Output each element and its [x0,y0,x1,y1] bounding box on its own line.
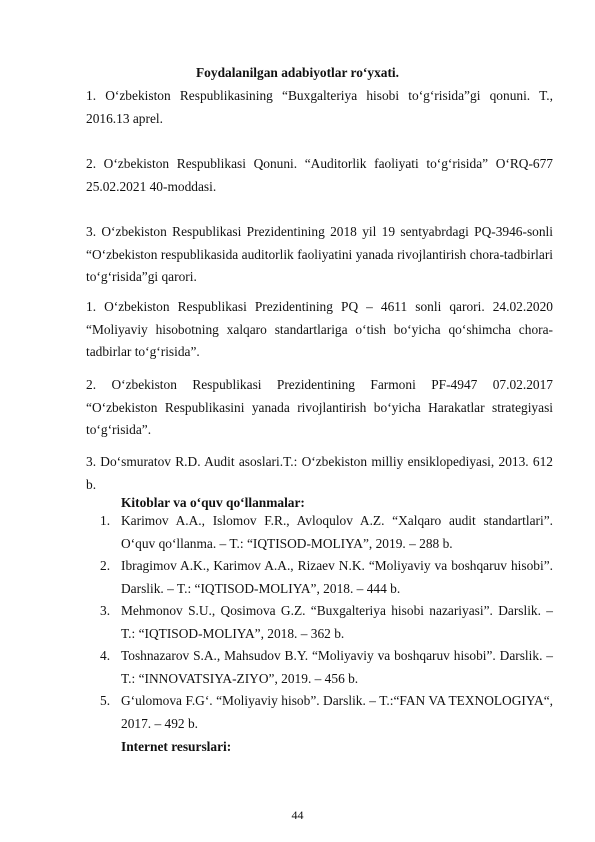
reference-item: 2. O‘zbekiston Respublikasi Prezidentining Farmoni PF-4947 07.02.2017 “O‘zbekiston Respublikasini yanada rivojlantirish bo‘yicha Harakatlar strategiyasi to‘g‘risida”. [86,377,553,438]
book-item [100,645,553,690]
reference-item: 1. O‘zbekiston Respublikasi Prezidentining PQ – 4611 sonli qarori. 24.02.2020 “Moliyaviy hisobotning xalqaro standartlariga o‘tish bo‘yicha qo‘shimcha chora-tadbirlar to‘g‘risida”. [86,299,553,360]
internet-heading: Internet resurslari: [121,739,232,754]
page-number: 44 [291,808,304,822]
reference-item: 3. Do‘smuratov R.D. Audit asoslari.T.: O‘zbekiston milliy ensiklopediyasi, 2013. 612 b. [86,454,553,492]
reference-item: 1. O‘zbekiston Respublikasining “Buxgalteriya hisobi to‘g‘risida”gi qonuni. T., 2016.13 aprel. [86,88,553,126]
reference-item: 3. O‘zbekiston Respublikasi Prezidentining 2018 yil 19 sentyabrdagi PQ-3946-sonli “O‘zbekiston respublikasida auditorlik faoliyatini yanada rivojlantirish chora-tadbirlari to‘g‘risida”gi qarori. [86,224,553,285]
book-number: 3. [100,603,111,618]
book-text: Toshnazarov S.A., Mahsudov B.Y. “Moliyaviy va boshqaruv hisobi”. Darslik. – T.: “INNOVATSIYA-ZIYO”, 2019. – 456 b. [121,648,553,686]
page-title: Foydalanilgan adabiyotlar ro‘yxati. [196,65,399,80]
book-item [100,600,553,645]
book-text: Ibragimov A.K., Karimov A.A., Rizaev N.K. “Moliyaviy va boshqaruv hisobi”. Darslik. – T.: “IQTISOD-MOLIYA”, 2018. – 444 b. [121,558,553,596]
book-number: 5. [100,693,111,708]
book-number: 2. [100,558,111,573]
reference-item: 2. O‘zbekiston Respublikasi Qonuni. “Auditorlik faoliyati to‘g‘risida” O‘RQ-677 25.02.2021 40-moddasi. [86,156,553,194]
book-text: Mehmonov S.U., Qosimova G.Z. “Buxgalteriya hisobi nazariyasi”. Darslik. – T.: “IQTISOD-MOLIYA”, 2018. – 362 b. [121,603,553,641]
book-item [100,555,553,600]
book-item [100,690,553,735]
books-heading: Kitoblar va o‘quv qo‘llanmalar: [121,495,305,510]
book-number: 4. [100,648,111,663]
book-item [100,510,553,555]
book-text: G‘ulomova F.G‘. “Moliyaviy hisob”. Darslik. – T.:“FAN VA TEXNOLOGIYA“, 2017. – 492 b. [121,693,553,731]
book-number: 1. [100,513,111,528]
book-text: Karimov A.A., Islomov F.R., Avloqulov A.Z. “Xalqaro audit standartlari”. O‘quv qo‘llanma. – T.: “IQTISOD-MOLIYA”, 2019. – 288 b. [121,513,553,551]
